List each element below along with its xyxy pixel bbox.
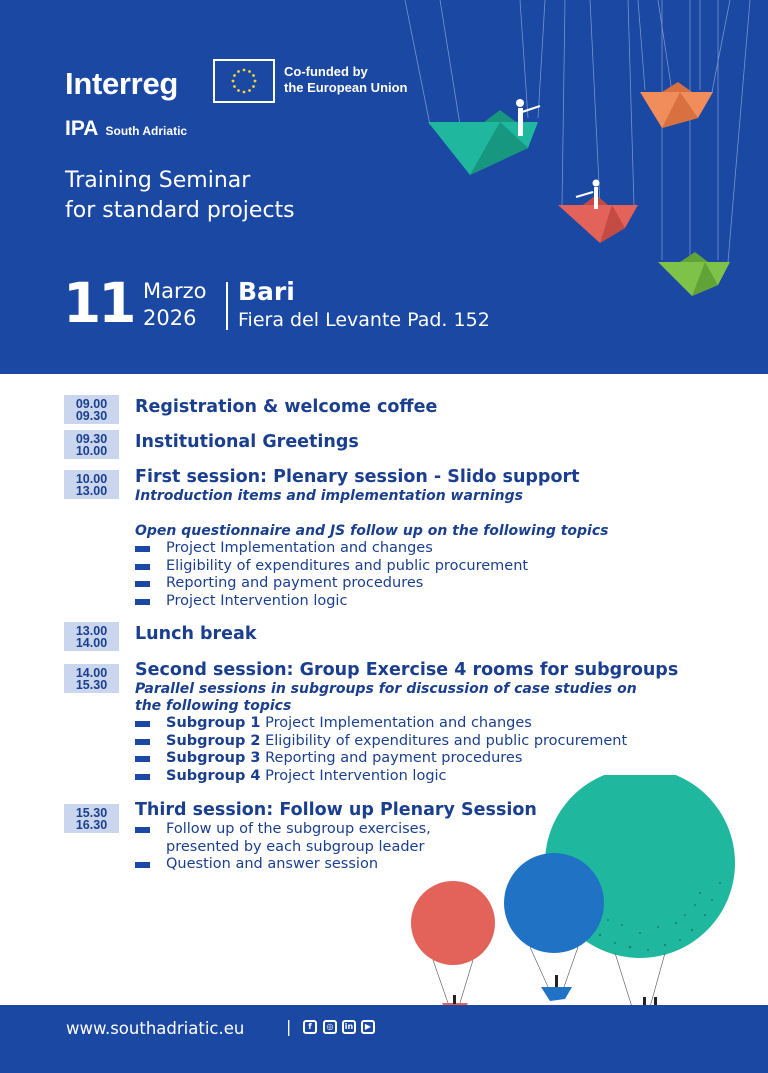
- time-end: 13.00: [75, 484, 108, 498]
- time-badge: [64, 664, 119, 693]
- list-item: [135, 575, 528, 593]
- paper-boats-illustration: [400, 0, 768, 374]
- list-item: [135, 558, 528, 576]
- bullet-icon: [135, 581, 150, 587]
- list-item-text: Eligibility of expenditures and public procurement: [265, 732, 628, 749]
- bullet-icon: [135, 721, 150, 727]
- bullet-icon: [135, 599, 150, 605]
- session-subtitle: Introduction items and implementation warnings: [135, 488, 523, 504]
- title-line-1: Training Seminar: [65, 168, 251, 193]
- interreg-logo: Interreg: [65, 66, 179, 101]
- list-item: [135, 750, 627, 768]
- session-title: Second session: Group Exercise 4 rooms for subgroups: [135, 660, 679, 680]
- linkedin-icon[interactable]: in: [342, 1020, 356, 1034]
- time-start: 15.30: [75, 806, 108, 820]
- list-item-text: Project Implementation and changes: [166, 540, 433, 556]
- list-item-continuation: [135, 839, 431, 857]
- list-item: [135, 733, 627, 751]
- list-item: [135, 593, 528, 611]
- instagram-icon[interactable]: ◎: [323, 1020, 337, 1034]
- list-item-text: Reporting and payment procedures: [166, 575, 424, 592]
- ipa-label: IPA: [65, 117, 98, 140]
- time-end: 15.30: [75, 678, 108, 692]
- list-item: [135, 540, 528, 558]
- list-item: [135, 715, 627, 733]
- time-badge: [64, 804, 119, 833]
- date-divider: [226, 282, 228, 330]
- session-title: Institutional Greetings: [135, 432, 359, 452]
- bullet-icon: [135, 739, 150, 745]
- list-item-text: Reporting and payment procedures: [265, 750, 523, 767]
- subgroup-label: Subgroup 2: [166, 732, 261, 749]
- eu-line-2: the European Union: [284, 80, 408, 95]
- topic-list: [135, 821, 431, 874]
- time-start: 10.00: [75, 472, 108, 486]
- list-item-text: Project Intervention logic: [265, 768, 447, 785]
- time-start: 09.00: [75, 397, 108, 411]
- subgroup-label: Subgroup 3: [166, 750, 261, 767]
- session-subtitle: Parallel sessions in subgroups for discussion of case studies on: [135, 681, 637, 697]
- time-start: 09.30: [75, 432, 108, 446]
- ipa-region: South Adriatic: [105, 124, 188, 138]
- list-item-text: presented by each subgroup leader: [166, 838, 425, 855]
- event-month-year: [143, 278, 207, 332]
- eu-line-1: Co-funded by: [284, 64, 368, 79]
- subgroup-label: Subgroup 4: [166, 768, 261, 785]
- bullet-icon: [135, 564, 150, 570]
- topic-list: [135, 540, 528, 611]
- time-badge: [64, 470, 119, 499]
- eu-cofunded-label: [284, 64, 408, 96]
- facebook-icon[interactable]: f: [303, 1020, 317, 1034]
- session-title: Lunch break: [135, 624, 257, 644]
- bullet-icon: [135, 546, 150, 552]
- time-end: 10.00: [75, 444, 108, 458]
- session-title: Third session: Follow up Plenary Session: [135, 800, 537, 820]
- venue-city: Bari: [238, 277, 295, 306]
- event-month: Marzo: [143, 279, 207, 303]
- list-item-text: Project Intervention logic: [166, 593, 348, 610]
- list-item-text: Eligibility of expenditures and public procurement: [166, 557, 529, 574]
- list-item: [135, 821, 431, 839]
- header-banner: [0, 0, 768, 374]
- session-subtitle-2: Open questionnaire and JS follow up on the following topics: [135, 523, 609, 539]
- time-start: 14.00: [75, 666, 108, 680]
- list-item-text: Project Implementation and changes: [265, 715, 532, 731]
- event-day: 11: [63, 271, 134, 335]
- subgroup-label: Subgroup 1: [166, 715, 261, 731]
- venue-place: Fiera del Levante Pad. 152: [238, 309, 490, 331]
- list-item: [135, 856, 431, 874]
- footer: [0, 1005, 768, 1073]
- bullet-icon: [135, 774, 150, 780]
- title-line-2: for standard projects: [65, 198, 295, 223]
- time-end: 09.30: [75, 409, 108, 423]
- session-subtitle-2: the following topics: [135, 698, 292, 714]
- event-year: 2026: [143, 306, 197, 330]
- time-end: 16.30: [75, 818, 108, 832]
- bullet-icon: [135, 862, 150, 868]
- eu-flag-icon: [213, 59, 275, 103]
- time-end: 14.00: [75, 636, 108, 650]
- website-link[interactable]: www.southadriatic.eu: [66, 1019, 245, 1038]
- list-item-text: Follow up of the subgroup exercises,: [166, 821, 431, 837]
- bullet-icon: [135, 827, 150, 833]
- time-badge: [64, 395, 119, 424]
- time-badge: [64, 430, 119, 459]
- time-start: 13.00: [75, 624, 108, 638]
- youtube-icon[interactable]: ▶: [361, 1020, 375, 1034]
- ipa-logo: [65, 117, 187, 141]
- session-title: Registration & welcome coffee: [135, 397, 438, 417]
- list-item-text: Question and answer session: [166, 856, 379, 873]
- seminar-title: [65, 166, 295, 226]
- time-badge: [64, 622, 119, 651]
- footer-separator: |: [286, 1017, 292, 1036]
- bullet-icon: [135, 756, 150, 762]
- session-title: First session: Plenary session - Slido support: [135, 467, 580, 487]
